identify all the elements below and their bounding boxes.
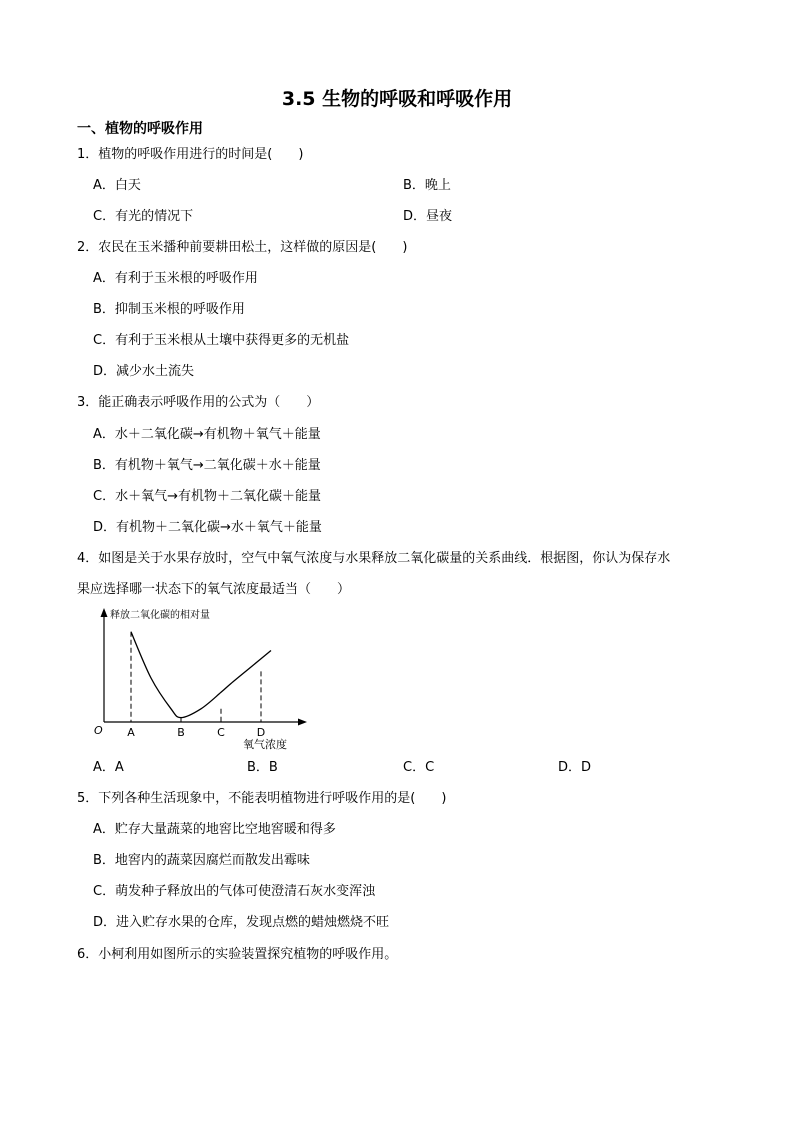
question-6-stem: 6．小柯利用如图所示的实验装置探究植物的呼吸作用。 — [77, 947, 398, 962]
question-3-option-c: C．水＋氧气→有机物＋二氧化碳＋能量 — [93, 489, 321, 504]
tick-label-d: D — [256, 726, 266, 739]
question-4-stem-line-1: 4．如图是关于水果存放时，空气中氧气浓度与水果释放二氧化碳量的关系曲线．根据图，你认为保存水 — [77, 551, 671, 566]
question-1-option-a: A．白天 — [93, 178, 141, 193]
y-axis-arrow — [101, 608, 108, 617]
page-title: 3.5 生物的呼吸和呼吸作用 — [281, 88, 513, 110]
co2-curve — [131, 632, 271, 718]
question-2-option-a: A．有利于玉米根的呼吸作用 — [93, 271, 258, 286]
question-4-option-c: C．C — [403, 760, 435, 775]
question-5-option-a: A．贮存大量蔬菜的地窖比空地窖暖和得多 — [93, 822, 336, 837]
question-2-stem: 2．农民在玉米播种前要耕田松土，这样做的原因是( ) — [77, 240, 408, 255]
question-5-stem: 5．下列各种生活现象中，不能表明植物进行呼吸作用的是( ) — [77, 791, 447, 806]
question-4-option-a: A．A — [93, 760, 124, 775]
section-heading: 一、植物的呼吸作用 — [77, 121, 203, 137]
y-axis-label: 释放二氧化碳的相对量 — [110, 610, 210, 621]
x-axis-arrow — [298, 719, 307, 726]
x-axis-label: 氧气浓度 — [243, 738, 287, 751]
question-3-option-d: D．有机物＋二氧化碳→水＋氧气＋能量 — [93, 520, 322, 535]
question-3-stem: 3．能正确表示呼吸作用的公式为（ ） — [77, 395, 320, 410]
origin-label: O — [94, 724, 103, 737]
tick-label-a: A — [127, 726, 135, 739]
question-2-option-b: B．抑制玉米根的呼吸作用 — [93, 302, 245, 317]
question-5-option-d: D．进入贮存水果的仓库，发现点燃的蜡烛燃烧不旺 — [93, 915, 390, 930]
question-5-option-c: C．萌发种子释放出的气体可使澄清石灰水变浑浊 — [93, 884, 376, 899]
question-1-option-c: C．有光的情况下 — [93, 209, 194, 224]
question-3-option-a: A．水＋二氧化碳→有机物＋氧气＋能量 — [93, 427, 321, 442]
question-1-stem: 1．植物的呼吸作用进行的时间是( ) — [77, 147, 304, 162]
question-4-option-d: D．D — [558, 760, 592, 775]
oxygen-co2-chart — [88, 605, 318, 755]
question-2-option-c: C．有利于玉米根从土壤中获得更多的无机盐 — [93, 333, 350, 348]
tick-label-b: B — [177, 726, 185, 739]
tick-label-c: C — [217, 726, 225, 739]
question-4-option-b: B．B — [247, 760, 278, 775]
question-1-option-b: B．晚上 — [403, 178, 451, 193]
question-2-option-d: D．减少水土流失 — [93, 364, 195, 379]
question-4-stem-line-2: 果应选择哪一状态下的氧气浓度最适当（ ） — [77, 582, 351, 597]
question-1-option-d: D．昼夜 — [403, 209, 453, 224]
question-3-option-b: B．有机物＋氧气→二氧化碳＋水＋能量 — [93, 458, 321, 473]
question-5-option-b: B．地窖内的蔬菜因腐烂而散发出霉味 — [93, 853, 310, 868]
